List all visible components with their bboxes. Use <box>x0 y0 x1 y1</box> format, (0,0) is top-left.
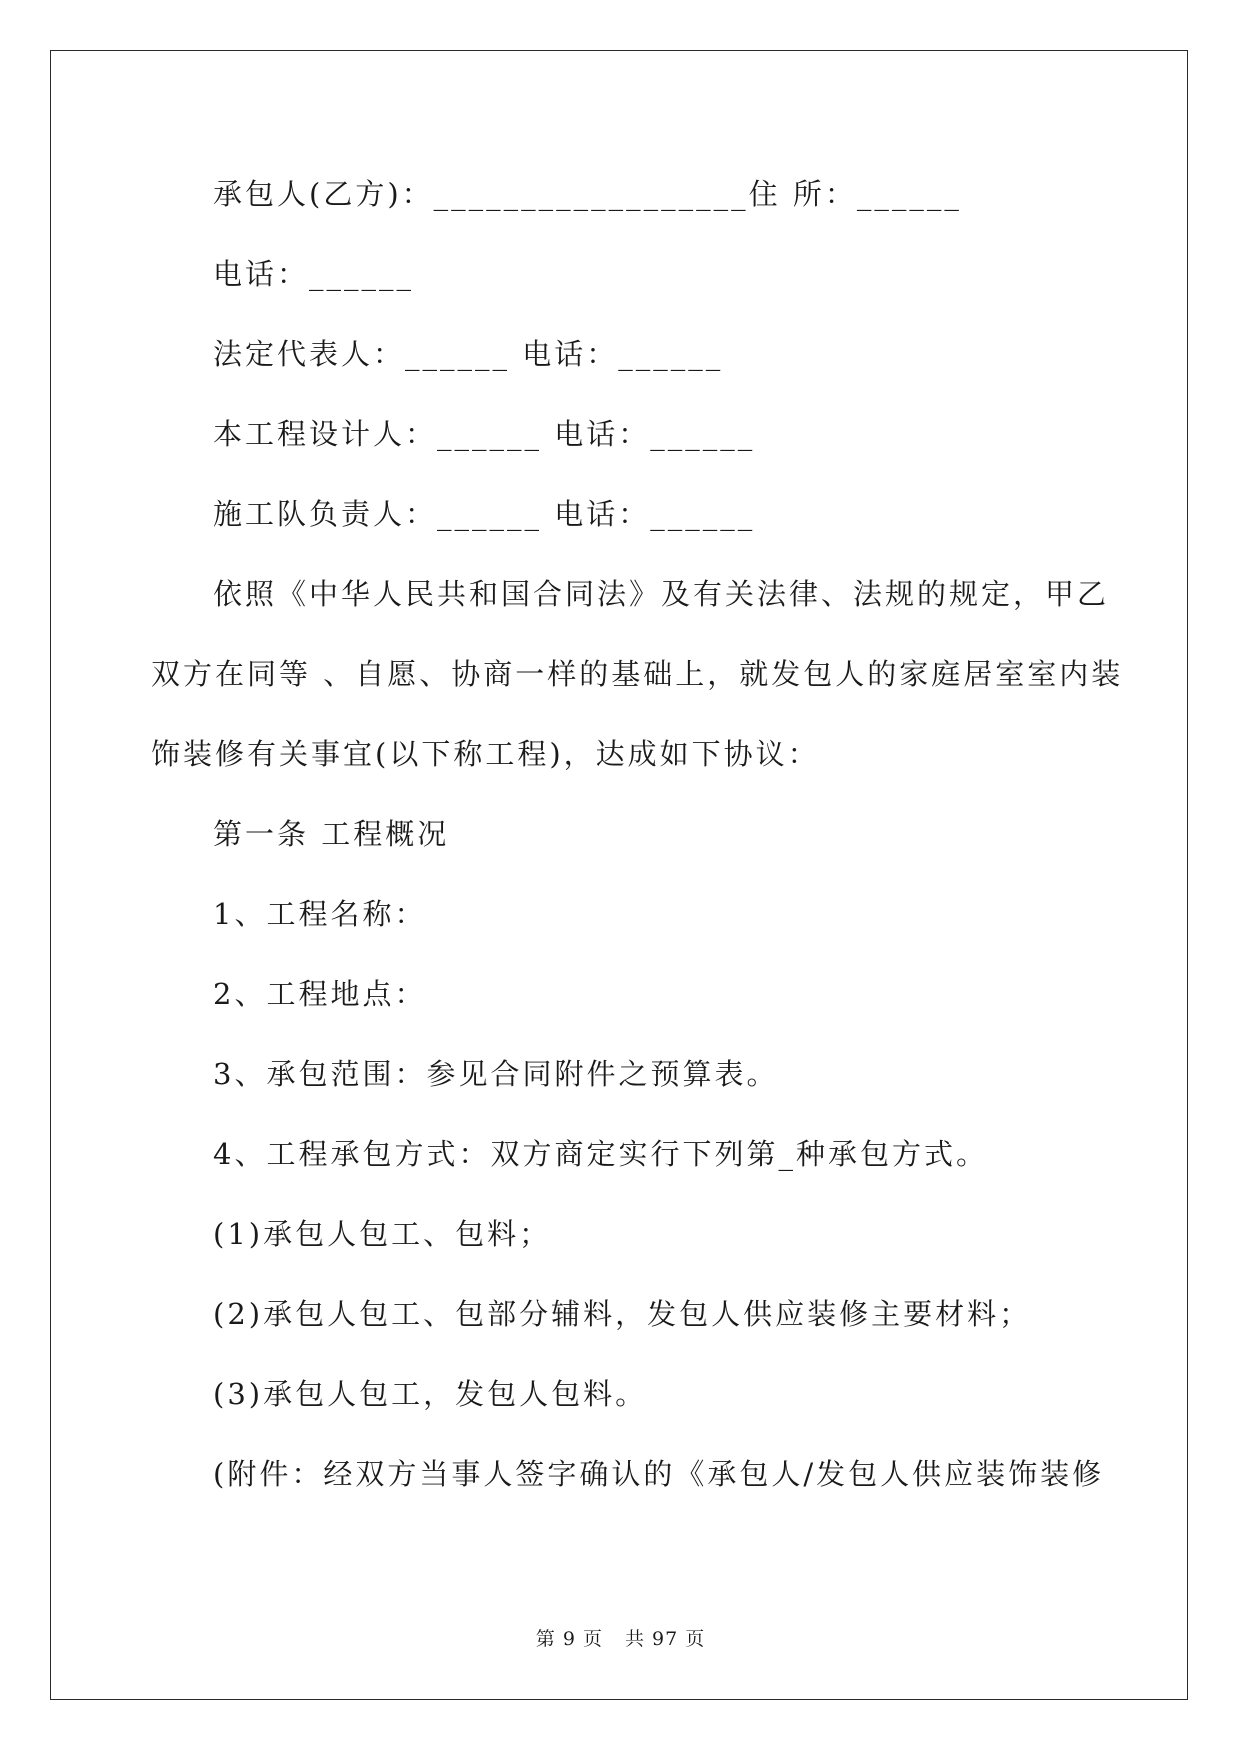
preamble-line-1: 依照《中华人民共和国合同法》及有关法律、法规的规定，甲乙 <box>213 577 1110 611</box>
contractor-phone-line: 电话：______ <box>213 257 415 291</box>
contract-method-line: 4、工程承包方式：双方商定实行下列第_种承包方式。 <box>213 1137 988 1171</box>
article-one-heading: 第一条 工程概况 <box>213 817 450 851</box>
contract-scope-line: 3、承包范围：参见合同附件之预算表。 <box>213 1057 779 1091</box>
team-leader-line: 施工队负责人：______ 电话：______ <box>213 497 756 531</box>
preamble-line-3: 饰装修有关事宜(以下称工程)，达成如下协议： <box>151 737 820 771</box>
project-name-line: 1、工程名称： <box>213 897 427 931</box>
attachment-note-line: (附件：经双方当事人签字确认的《承包人/发包人供应装饰装修 <box>213 1457 1105 1491</box>
designer-line: 本工程设计人：______ 电话：______ <box>213 417 756 451</box>
method-option-1: (1)承包人包工、包料； <box>213 1217 552 1251</box>
preamble-line-2: 双方在同等 、自愿、协商一样的基础上，就发包人的家庭居室室内装 <box>151 657 1124 691</box>
page-border <box>50 50 1188 1700</box>
project-location-line: 2、工程地点： <box>213 977 427 1011</box>
total-pages-label: 共 97 页 <box>624 1628 706 1650</box>
page-footer <box>0 1628 1241 1650</box>
method-option-2: (2)承包人包工、包部分辅料，发包人供应装修主要材料； <box>213 1297 1032 1331</box>
legal-representative-line: 法定代表人：______ 电话：______ <box>213 337 724 371</box>
method-option-3: (3)承包人包工，发包人包料。 <box>213 1377 648 1411</box>
contractor-party-line: 承包人(乙方)：__________________住 所：______ <box>213 177 962 211</box>
current-page-label: 第 9 页 <box>535 1628 603 1650</box>
